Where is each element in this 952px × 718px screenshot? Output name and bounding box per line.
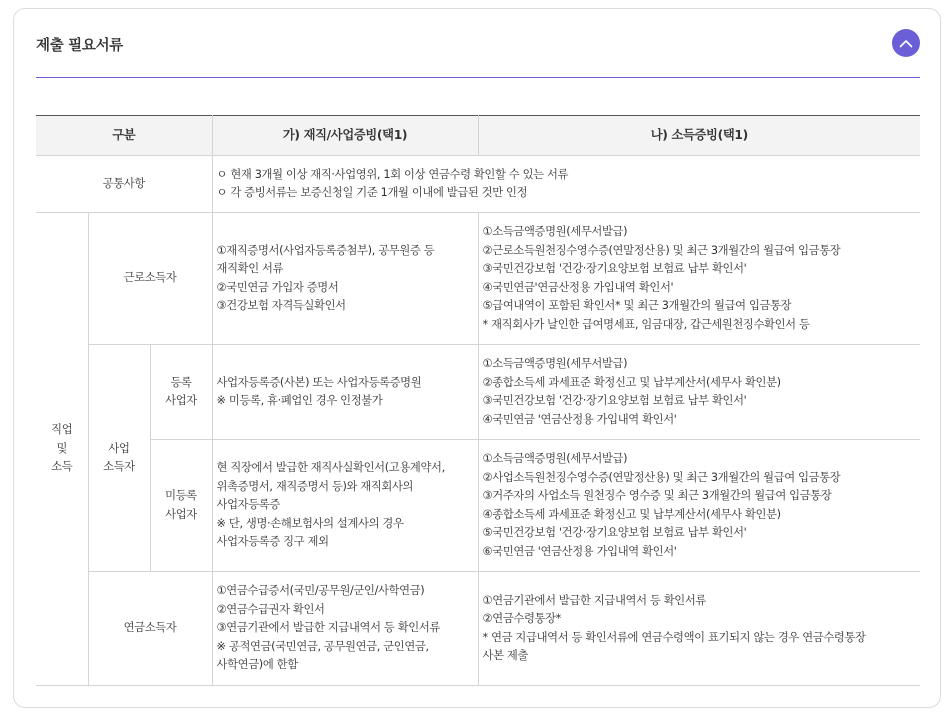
doc-line: 사업자등록증(사본) 또는 사업자등록증명원 bbox=[216, 375, 422, 389]
header-employment: 가) 재직/사업증빙(택1) bbox=[212, 116, 478, 156]
earned-label: 근로소득자 bbox=[88, 213, 212, 345]
doc-line: ①재직증명서(사업자등록증첨부), 공무원증 등 bbox=[216, 243, 435, 257]
doc-line: 사본 제출 bbox=[482, 649, 529, 662]
doc-line: ②연금수령통장* bbox=[482, 612, 561, 625]
doc-line: ①연금기관에서 발급한 지급내역서 등 확인서류 bbox=[482, 593, 706, 607]
title-divider bbox=[36, 77, 920, 78]
pension-label: 연금소득자 bbox=[88, 572, 212, 686]
doc-line: ③건강보험 자격득실확인서 bbox=[216, 299, 346, 312]
unregistered-income-docs bbox=[478, 440, 920, 572]
doc-line: ⑤급여내역이 포함된 확인서* 및 최근 3개월간의 월급여 입금통장 bbox=[482, 299, 792, 312]
common-line: ㅇ 현재 3개월 이상 재직·사업영위, 1회 이상 연금수령 확인할 수 있는 서류 bbox=[216, 167, 569, 181]
doc-line: ※ 단, 생명·손해보험사의 설계사의 경우 bbox=[216, 516, 404, 530]
doc-line: ②근로소득원천징수영수증(연말정산용) 및 최근 3개월간의 월급여 입금통장 bbox=[482, 243, 841, 257]
business-label: 사업 소득자 bbox=[88, 345, 150, 572]
chevron-up-icon bbox=[899, 39, 913, 48]
table-row-common bbox=[36, 156, 920, 213]
doc-line: 사업자등록증 bbox=[216, 498, 280, 512]
common-line: ㅇ 각 증빙서류는 보증신청일 기준 1개월 이내에 발급된 것만 인정 bbox=[216, 186, 528, 199]
doc-line: ②종합소득세 과세표준 확정신고 및 납부계산서(세무사 확인분) bbox=[482, 375, 781, 389]
doc-line: * 연금 지급내역서 등 확인서류에 연금수령액이 표기되지 않는 경우 연금수령통장 bbox=[482, 630, 866, 644]
common-label: 공통사항 bbox=[36, 156, 212, 213]
doc-line: 현 직장에서 발급한 재직사실확인서(고용계약서, bbox=[216, 461, 445, 475]
doc-line: ①소득금액증명원(세무서발급) bbox=[482, 225, 628, 238]
doc-line: ③국민건강보험 '건강·장기요양보험 보험료 납부 확인서' bbox=[482, 394, 747, 407]
table-row-unregistered-business bbox=[36, 440, 920, 572]
doc-line: ②사업소득원천징수영수증(연말정산용) 및 최근 3개월간의 월급여 입금통장 bbox=[482, 470, 841, 484]
doc-line: ※ 공적연금(국민연금, 공무원연금, 군인연금, bbox=[216, 639, 429, 653]
header-income: 나) 소득증빙(택1) bbox=[478, 116, 920, 156]
doc-line: 재직확인 서류 bbox=[216, 262, 284, 275]
doc-line: ①소득금액증명원(세무서발급) bbox=[482, 452, 628, 465]
header-category: 구분 bbox=[36, 116, 212, 156]
common-description bbox=[212, 156, 920, 213]
table-row-earned bbox=[36, 213, 920, 345]
pension-employment-docs bbox=[212, 572, 478, 686]
doc-line: 사학연금)에 한함 bbox=[216, 658, 298, 672]
documents-table bbox=[36, 115, 920, 686]
doc-line: ③연금기관에서 발급한 지급내역서 등 확인서류 bbox=[216, 621, 440, 635]
table-header-row bbox=[36, 116, 920, 156]
earned-employment-docs bbox=[212, 213, 478, 345]
doc-line: ⑥국민연금 '연금산정용 가입내역 확인서' bbox=[482, 544, 677, 558]
doc-line: ⑤국민건강보험 '건강·장기요양보험 보험료 납부 확인서' bbox=[482, 526, 747, 539]
pension-income-docs bbox=[478, 572, 920, 686]
doc-line: ※ 미등록, 휴·폐업인 경우 인정불가 bbox=[216, 394, 383, 407]
job-income-label: 직업 및 소득 bbox=[36, 213, 88, 686]
registered-income-docs bbox=[478, 345, 920, 440]
required-documents-panel bbox=[13, 8, 941, 708]
doc-line: ③국민건강보험 '건강·장기요양보험 보험료 납부 확인서' bbox=[482, 262, 747, 275]
table-row-pension bbox=[36, 572, 920, 686]
doc-line: ①소득금액증명원(세무서발급) bbox=[482, 357, 628, 370]
table-row-registered-business bbox=[36, 345, 920, 440]
doc-line: ①연금수급증서(국민/공무원/군인/사학연금) bbox=[216, 584, 425, 598]
earned-income-docs bbox=[478, 213, 920, 345]
unregistered-label: 미등록 사업자 bbox=[150, 440, 212, 572]
registered-label: 등록 사업자 bbox=[150, 345, 212, 440]
doc-line: ④국민연금 '연금산정용 가입내역 확인서' bbox=[482, 412, 677, 426]
doc-line: * 재직회사가 날인한 급여명세표, 임금대장, 갑근세원천징수확인서 등 bbox=[482, 317, 810, 331]
section-title: 제출 필요서류 bbox=[36, 38, 123, 54]
doc-line: 위촉증명서, 재직증명서 등)와 재직회사의 bbox=[216, 479, 414, 493]
unregistered-employment-docs bbox=[212, 440, 478, 572]
doc-line: ②국민연금 가입자 증명서 bbox=[216, 280, 339, 294]
doc-line: 사업자등록증 징구 제외 bbox=[216, 535, 329, 549]
doc-line: ④국민연금'연금산정용 가입내역 확인서' bbox=[482, 280, 674, 294]
collapse-button[interactable] bbox=[892, 29, 920, 57]
doc-line: ③거주자의 사업소득 원천징수 영수증 및 최근 3개월간의 월급여 입금통장 bbox=[482, 489, 832, 502]
registered-employment-docs bbox=[212, 345, 478, 440]
doc-line: ②연금수급권자 확인서 bbox=[216, 602, 325, 616]
doc-line: ④종합소득세 과세표준 확정신고 및 납부계산서(세무사 확인분) bbox=[482, 507, 781, 521]
